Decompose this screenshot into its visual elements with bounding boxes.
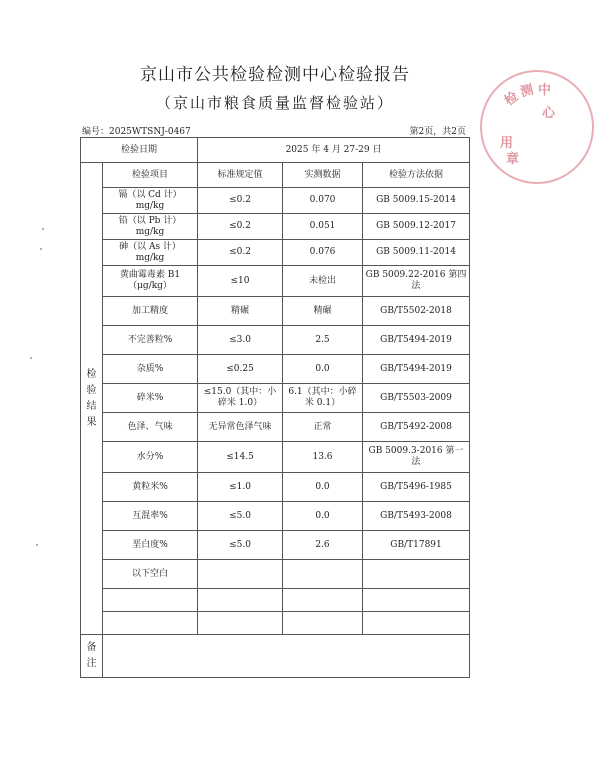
official-seal: 检 测 中 心 用 章 — [480, 70, 594, 184]
table-row: 黄曲霉毒素 B1（μg/kg） ≤10 未检出 GB 5009.22-2016 第四法 — [81, 266, 470, 297]
table-row: 色泽、气味 无异常色泽气味 正常 GB/T5492-2008 — [81, 413, 470, 442]
empty-row — [81, 589, 470, 612]
table-row: 不完善粒% ≤3.0 2.5 GB/T5494-2019 — [81, 326, 470, 355]
report-number: 编号：2025WTSNJ-0467 — [82, 127, 191, 137]
page-info: 第2页，共2页 — [409, 127, 466, 137]
table-row: 互混率% ≤5.0 0.0 GB/T5493-2008 — [81, 502, 470, 531]
table-row: 黄粒米% ≤1.0 0.0 GB/T5496-1985 — [81, 473, 470, 502]
table-row: 杂质% ≤0.25 0.0 GB/T5494-2019 — [81, 355, 470, 384]
blank-note: 以下空白 — [103, 560, 198, 589]
table-row: 垩白度% ≤5.0 2.6 GB/T17891 — [81, 531, 470, 560]
table-row: 砷（以 As 计）mg/kg ≤0.2 0.076 GB 5009.11-2014 — [81, 240, 470, 266]
report-subtitle: （京山市粮食质量监督检验站） — [155, 94, 394, 112]
remark-content — [103, 635, 470, 678]
inspection-table — [80, 137, 470, 678]
col-header-item: 检验项目 — [103, 163, 198, 188]
table-row: 加工精度 精碾 精碾 GB/T5502-2018 — [81, 297, 470, 326]
blank-note-row — [81, 560, 470, 589]
table-row: 镉（以 Cd 计）mg/kg ≤0.2 0.070 GB 5009.15-2014 — [81, 188, 470, 214]
section-label: 检 验 结 果 — [81, 163, 103, 635]
date-row — [81, 138, 470, 163]
empty-row — [81, 612, 470, 635]
header-row — [81, 163, 470, 188]
remark-label: 备 注 — [81, 635, 103, 678]
col-header-measured: 实测数据 — [283, 163, 363, 188]
date-label: 检验日期 — [81, 138, 198, 163]
scan-speck — [40, 248, 42, 250]
table-row: 水分% ≤14.5 13.6 GB 5009.3-2016 第一法 — [81, 442, 470, 473]
scan-speck — [30, 357, 32, 359]
table-row: 碎米% ≤15.0（其中：小碎米 1.0） 6.1（其中：小碎米 0.1） GB/T5503-2009 — [81, 384, 470, 413]
report-title: 京山市公共检验检测中心检验报告 — [140, 65, 410, 85]
col-header-method: 检验方法依据 — [363, 163, 470, 188]
table-row: 铅（以 Pb 计）mg/kg ≤0.2 0.051 GB 5009.12-2017 — [81, 214, 470, 240]
scan-speck — [36, 544, 38, 546]
remark-row — [81, 635, 470, 678]
col-header-standard: 标准规定值 — [198, 163, 283, 188]
scan-speck — [42, 228, 44, 230]
date-value: 2025 年 4 月 27-29 日 — [198, 138, 470, 163]
